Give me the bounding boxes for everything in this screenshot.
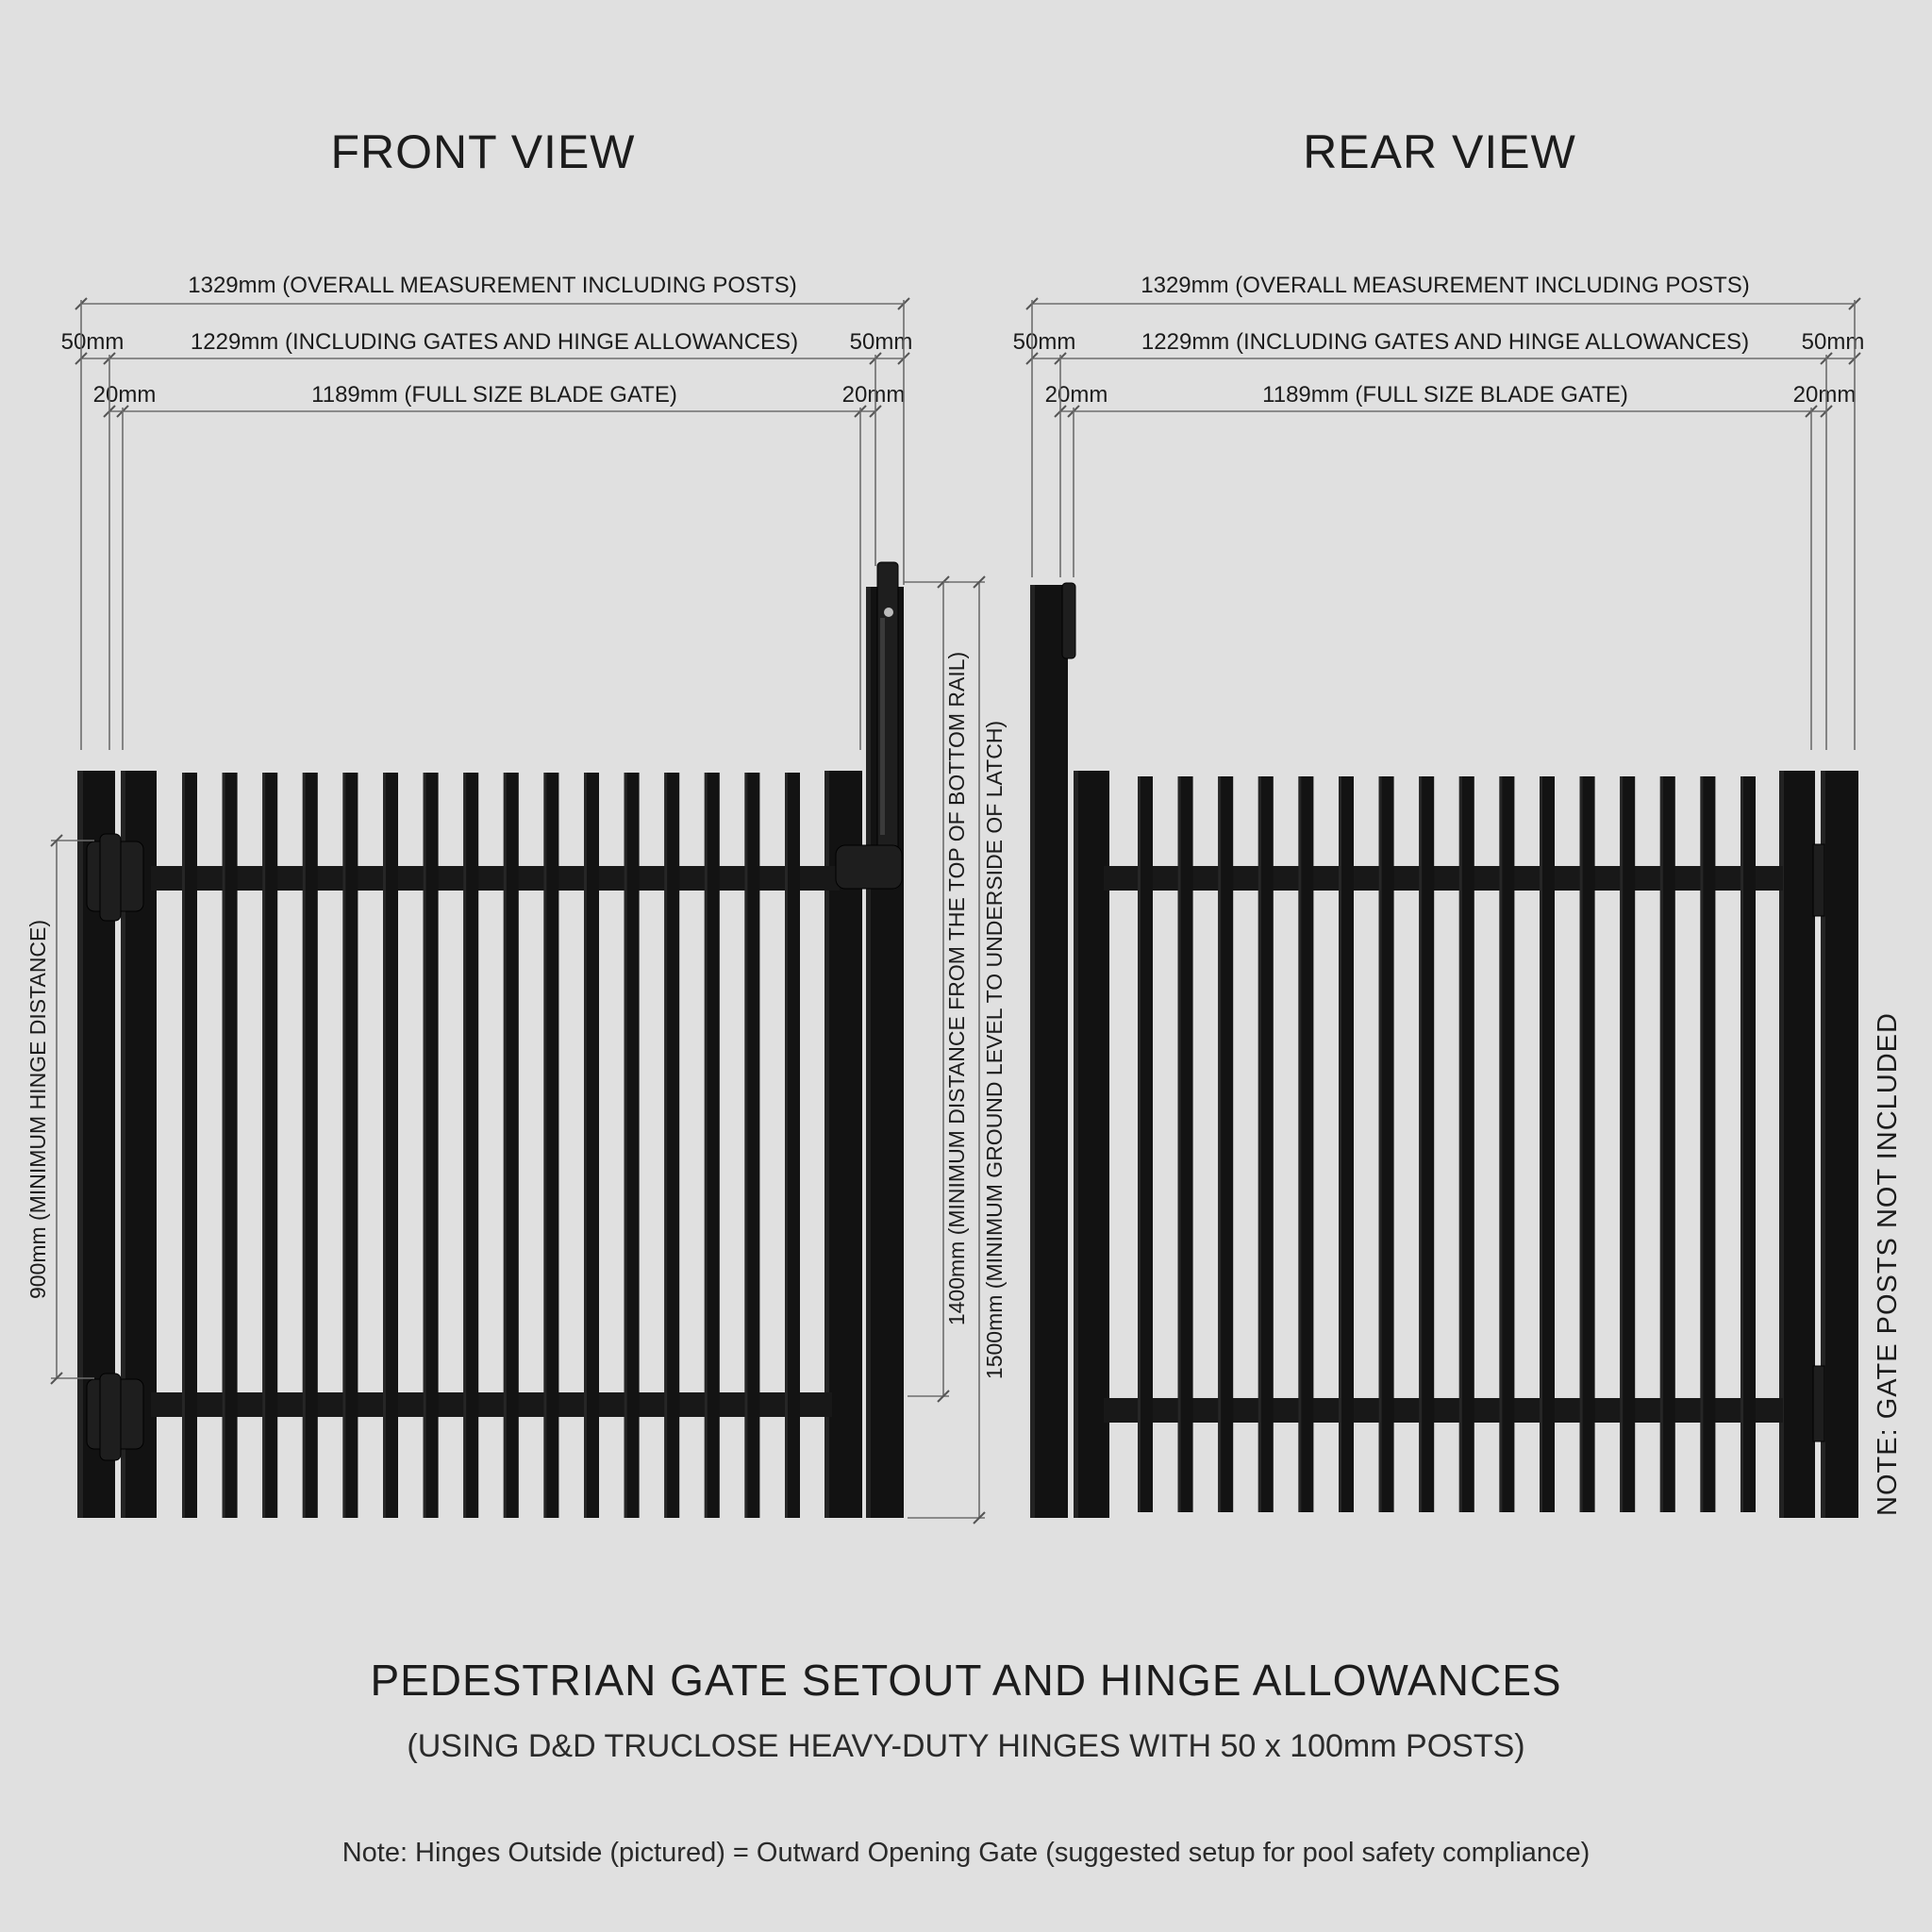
front-blade-edge [463, 773, 466, 1518]
rear-latch-icon [1062, 583, 1075, 658]
rear-dimensions [1013, 273, 1865, 750]
rear-latch-post [1030, 585, 1068, 1518]
front-blade-edge [543, 773, 546, 1518]
rear-bottom-hinge-icon [1813, 1366, 1824, 1441]
rear-dim-overall: 1329mm (OVERALL MEASUREMENT INCLUDING POSTS) [1141, 273, 1750, 298]
rear-blade-edge [1459, 776, 1462, 1512]
rear-blade-edge [1258, 776, 1261, 1512]
front-dim-gap-right: 20mm [841, 382, 906, 408]
front-dim-post-left: 50mm [60, 329, 125, 355]
front-dim-hinge-distance: 900mm (MINIMUM HINGE DISTANCE) [25, 919, 50, 1300]
front-dim-latch-rail: 1400mm (MINIMUM DISTANCE FROM THE TOP OF BOTTOM RAIL) [944, 651, 969, 1326]
rear-bottom-rail [1104, 1398, 1783, 1423]
rear-top-rail [1104, 866, 1783, 891]
front-blade-edge [504, 773, 507, 1518]
side-note: NOTE: GATE POSTS NOT INCLUDED [1873, 1012, 1903, 1516]
front-blade-edge [262, 773, 265, 1518]
rear-hinge-post [1821, 771, 1858, 1518]
rear-blade-edge [1700, 776, 1703, 1512]
rear-dim-gap-left: 20mm [1044, 382, 1108, 408]
front-view-title: FRONT VIEW [330, 125, 636, 178]
front-dim-gap-left: 20mm [92, 382, 157, 408]
front-dim-overall: 1329mm (OVERALL MEASUREMENT INCLUDING POSTS) [188, 273, 797, 298]
front-blade-edge [625, 773, 627, 1518]
front-dim-blade-gate: 1189mm (FULL SIZE BLADE GATE) [311, 382, 677, 408]
front-dimensions [61, 273, 913, 750]
rear-blade-edge [1339, 776, 1341, 1512]
rear-dim-post-left: 50mm [1012, 329, 1076, 355]
front-blade-edge [584, 773, 587, 1518]
latch-striker-icon [836, 845, 902, 889]
rear-dim-gates-hinges: 1229mm (INCLUDING GATES AND HINGE ALLOWANCES) [1141, 329, 1750, 355]
rear-blade-edge [1379, 776, 1382, 1512]
front-blade-edge [223, 773, 225, 1518]
main-title: PEDESTRIAN GATE SETOUT AND HINGE ALLOWANCES [370, 1656, 1562, 1705]
rear-blade-edge [1740, 776, 1743, 1512]
rear-blade-edge [1218, 776, 1221, 1512]
rear-view-title: REAR VIEW [1303, 125, 1576, 178]
front-top-rail [151, 866, 840, 891]
rear-gate-stile-right [1779, 771, 1815, 1518]
rear-dim-gap-right: 20mm [1792, 382, 1857, 408]
front-bottom-rail [151, 1392, 832, 1417]
rear-gate [1030, 583, 1858, 1518]
front-blade-edge [424, 773, 426, 1518]
rear-dim-blade-gate: 1189mm (FULL SIZE BLADE GATE) [1262, 382, 1628, 408]
subtitle: (USING D&D TRUCLOSE HEAVY-DUTY HINGES WITH 50 x 100mm POSTS) [407, 1728, 1525, 1764]
rear-blade-edge [1138, 776, 1141, 1512]
front-blade-edge [342, 773, 345, 1518]
rear-blade-edge [1580, 776, 1583, 1512]
rear-blade-edge [1298, 776, 1301, 1512]
front-dim-latch-ground: 1500mm (MINIMUM GROUND LEVEL TO UNDERSIDE OF LATCH) [982, 720, 1007, 1380]
rear-blade-edge [1419, 776, 1422, 1512]
front-blade-edge [744, 773, 747, 1518]
front-gate [77, 562, 904, 1518]
front-blade-edge [182, 773, 185, 1518]
rear-blade-edge [1499, 776, 1502, 1512]
front-dim-post-right: 50mm [849, 329, 913, 355]
front-blade-edge [705, 773, 708, 1518]
front-blade-edge [303, 773, 306, 1518]
front-dim-gates-hinges: 1229mm (INCLUDING GATES AND HINGE ALLOWANCES) [190, 329, 799, 355]
rear-blade-edge [1660, 776, 1663, 1512]
rear-blade-edge [1540, 776, 1542, 1512]
footer-note: Note: Hinges Outside (pictured) = Outward Opening Gate (suggested setup for pool safety compliance) [341, 1838, 1591, 1868]
front-blade-edge [664, 773, 667, 1518]
front-blade-edge [785, 773, 788, 1518]
latch-key-icon [884, 608, 893, 617]
rear-top-hinge-icon [1813, 844, 1824, 916]
rear-blade-edge [1620, 776, 1623, 1512]
rear-blade-edge [1178, 776, 1181, 1512]
rear-dim-post-right: 50mm [1801, 329, 1865, 355]
front-blade-edge [383, 773, 386, 1518]
